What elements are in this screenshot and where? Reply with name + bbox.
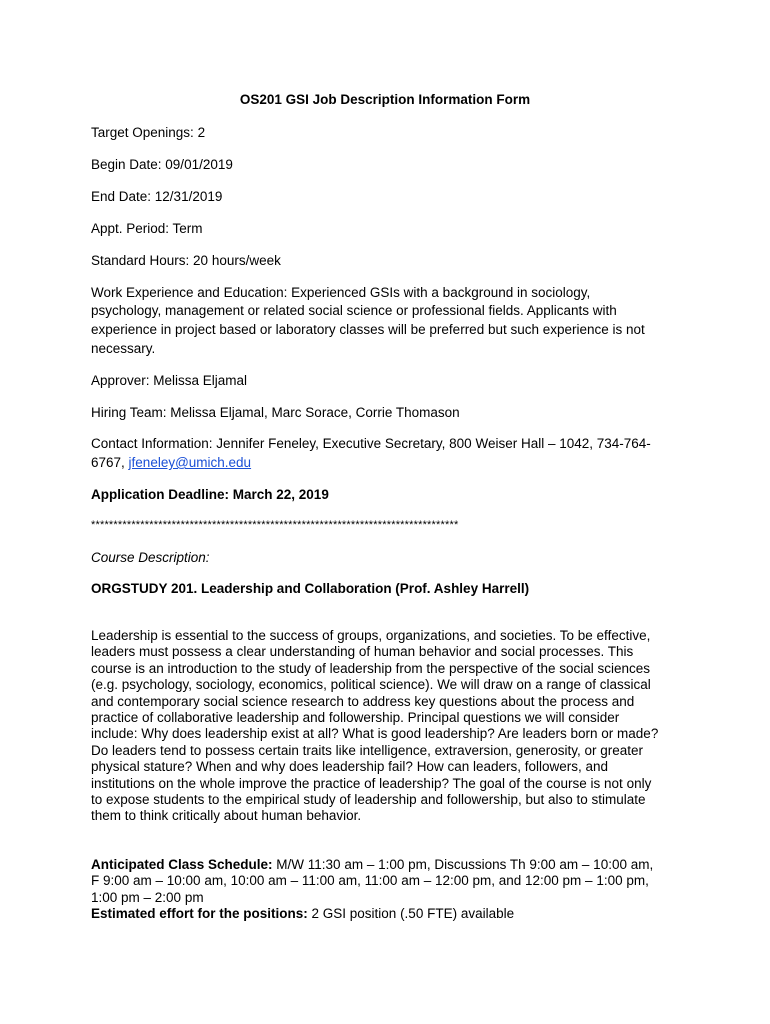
description-line: them to think critically about human behavior. <box>91 808 362 824</box>
work-experience-line: Work Experience and Education: Experienced GSIs with a background in sociology, <box>91 285 591 300</box>
work-experience-line: necessary. <box>91 341 156 356</box>
effort-label: Estimated effort for the positions: <box>91 906 308 922</box>
description-line: physical stature? When and why does leadership fail? How can leaders, followers, and <box>91 759 609 775</box>
description-line: include: Why does leadership exist at all? What is good leadership? Are leaders born or made? <box>91 726 659 742</box>
schedule-line: 1:00 pm – 2:00 pm <box>91 889 204 905</box>
page-title: OS201 GSI Job Description Information Form <box>239 92 531 107</box>
course-description-label: Course Description: <box>91 550 210 565</box>
begin-date: Begin Date: 09/01/2019 <box>91 157 233 172</box>
description-line: and contemporary social science research to address key questions about the process and <box>91 693 635 709</box>
end-date: End Date: 12/31/2019 <box>91 189 223 204</box>
estimated-effort <box>91 906 514 922</box>
application-deadline: Application Deadline: March 22, 2019 <box>91 487 329 502</box>
schedule-line: F 9:00 am – 10:00 am, 10:00 am – 11:00 am, 11:00 am – 12:00 pm, and 12:00 pm – 1:00 pm, <box>91 873 649 889</box>
separator-line: ********************************************************************************** <box>91 519 459 531</box>
work-experience-line: psychology, management or related social science or professional fields. Applicants with <box>91 303 617 318</box>
standard-hours: Standard Hours: 20 hours/week <box>91 253 281 268</box>
schedule-label: Anticipated Class Schedule: <box>91 857 273 872</box>
approver: Approver: Melissa Eljamal <box>91 373 248 388</box>
description-line: Leadership is essential to the success of groups, organizations, and societies. To be effective, <box>91 628 651 643</box>
description-line: practice of collaborative leadership and followership. Principal questions we will consider <box>91 710 620 725</box>
work-experience-line: experience in project based or laboratory classes will be preferred but such experience is not <box>91 322 645 337</box>
description-line: leaders must possess a clear understanding of human behavior and social processes. This <box>91 644 634 660</box>
contact-email-link[interactable]: jfeneley@umich.edu <box>128 455 252 470</box>
effort-value: 2 GSI position (.50 FTE) available <box>307 906 515 922</box>
description-line: institutions on the whole improve the practice of leadership? The goal of the course is not only <box>91 775 652 791</box>
description-line: (e.g. psychology, sociology, economics, political science). We will draw on a range of classical <box>91 677 651 693</box>
target-openings: Target Openings: 2 <box>91 125 206 140</box>
class-schedule <box>91 857 653 873</box>
description-line: to expose students to the empirical study of leadership and followership, but also to stimulate <box>91 792 646 807</box>
description-line: Do leaders tend to possess certain traits like intelligence, extraversion, generosity, or greater <box>91 742 644 758</box>
contact-prefix: 6767, <box>91 455 129 470</box>
appt-period: Appt. Period: Term <box>91 221 203 236</box>
contact-information-cont <box>91 454 251 472</box>
course-heading: ORGSTUDY 201. Leadership and Collaboration (Prof. Ashley Harrell) <box>91 581 530 596</box>
description-line: course is an introduction to the study of leadership from the perspective of the social sciences <box>91 660 651 676</box>
schedule-line: M/W 11:30 am – 1:00 pm, Discussions Th 9:00 am – 10:00 am, <box>272 857 654 872</box>
contact-information: Contact Information: Jennifer Feneley, Executive Secretary, 800 Weiser Hall – 1042, 734-764- <box>91 436 651 451</box>
hiring-team: Hiring Team: Melissa Eljamal, Marc Sorace, Corrie Thomason <box>91 405 460 420</box>
